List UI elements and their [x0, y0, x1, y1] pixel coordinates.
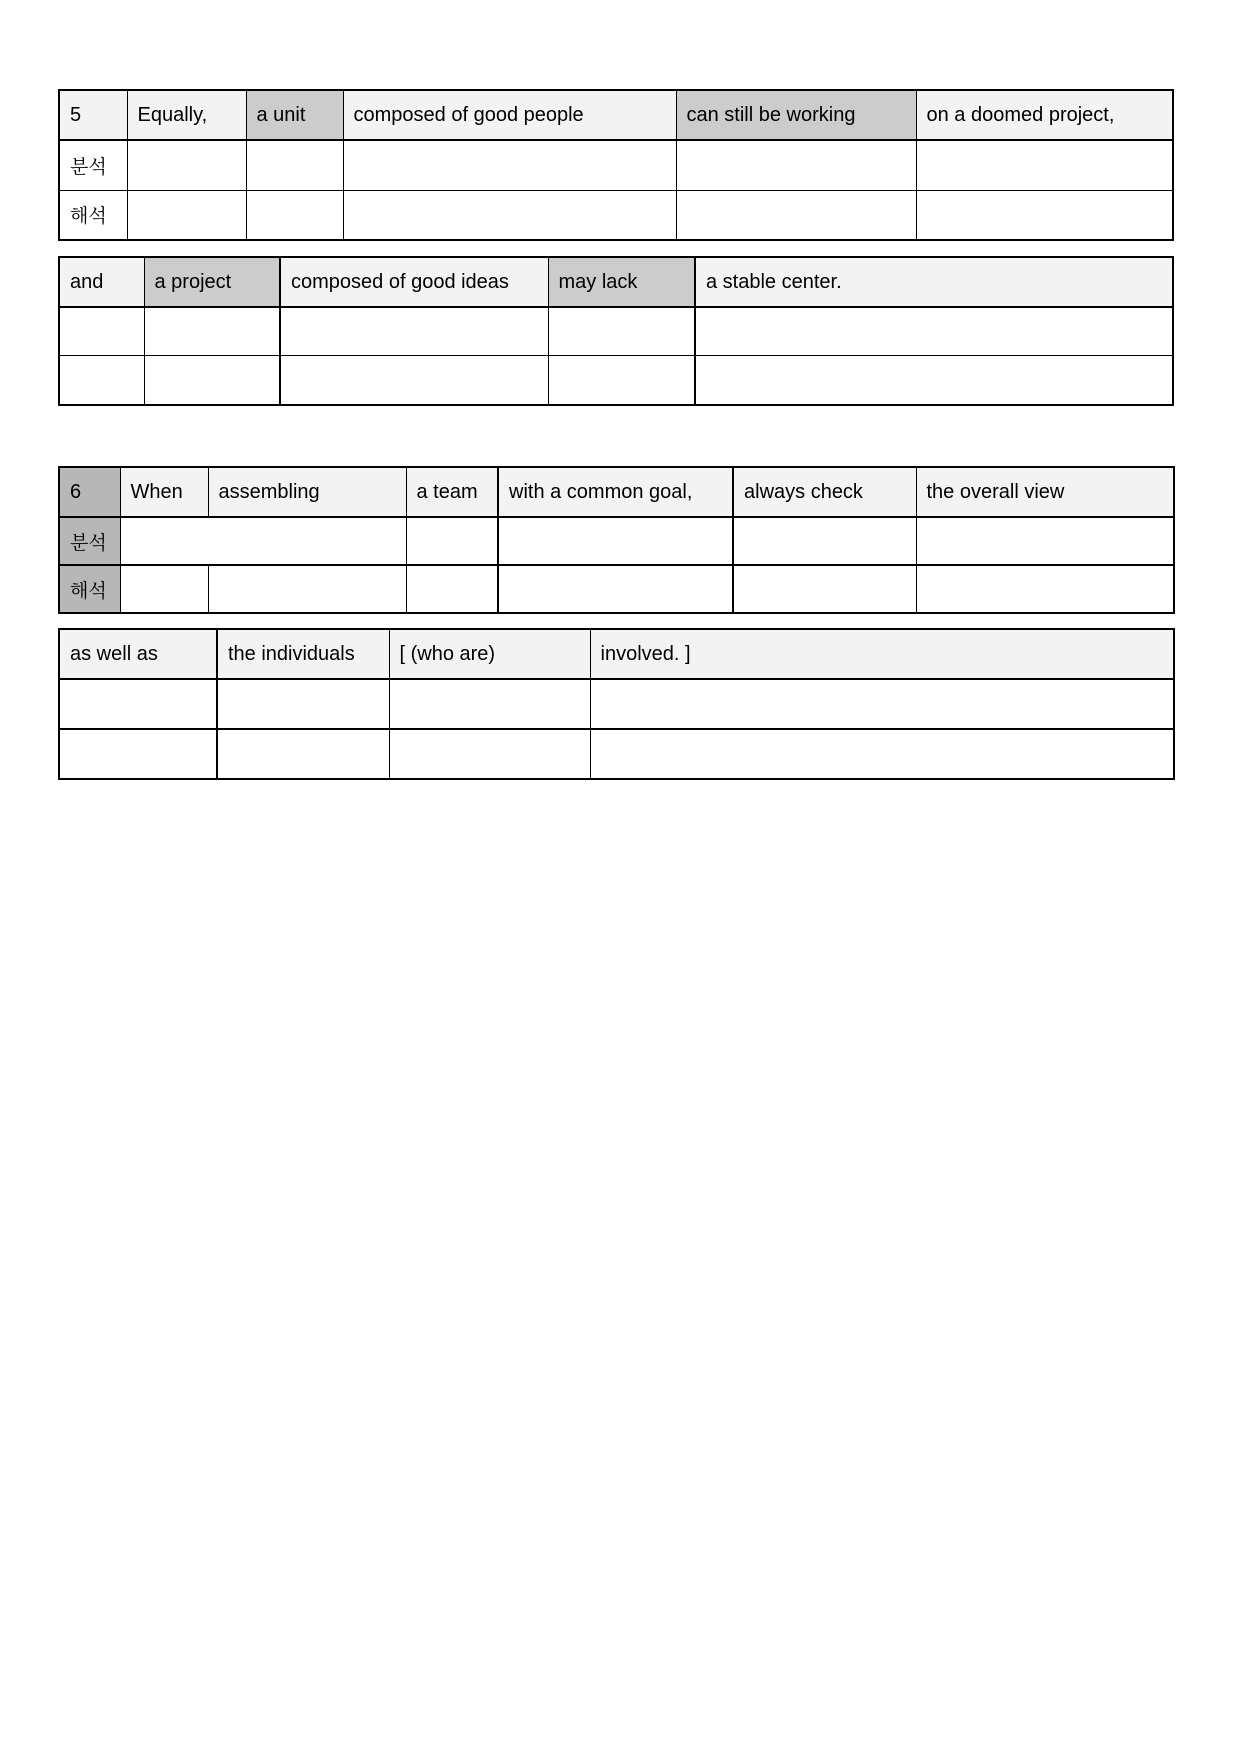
answer-cell[interactable]	[127, 190, 246, 240]
sentence-5-table-1	[58, 89, 1174, 241]
phrase-cell: a team	[406, 467, 498, 517]
answer-cell[interactable]	[59, 355, 144, 405]
answer-cell[interactable]	[676, 190, 916, 240]
answer-cell[interactable]	[208, 565, 406, 613]
phrase-cell: composed of good ideas	[280, 257, 548, 307]
answer-cell[interactable]	[144, 307, 280, 355]
phrase-row	[59, 90, 1173, 140]
answer-cell[interactable]	[343, 190, 676, 240]
translation-row	[59, 355, 1173, 405]
answer-cell[interactable]	[59, 729, 217, 779]
analysis-label: 분석	[59, 140, 127, 190]
translation-label: 해석	[59, 565, 120, 613]
phrase-cell: involved. ]	[590, 629, 1174, 679]
answer-cell[interactable]	[389, 679, 590, 729]
answer-cell[interactable]	[695, 355, 1173, 405]
translation-row	[59, 729, 1174, 779]
answer-cell[interactable]	[498, 565, 733, 613]
answer-cell[interactable]	[246, 190, 343, 240]
answer-cell[interactable]	[246, 140, 343, 190]
phrase-cell: composed of good people	[343, 90, 676, 140]
answer-cell[interactable]	[916, 517, 1174, 565]
answer-cell[interactable]	[59, 307, 144, 355]
answer-cell[interactable]	[389, 729, 590, 779]
answer-cell[interactable]	[144, 355, 280, 405]
answer-cell[interactable]	[217, 729, 389, 779]
phrase-cell-verb: may lack	[548, 257, 695, 307]
analysis-row	[59, 307, 1173, 355]
answer-cell[interactable]	[590, 679, 1174, 729]
answer-cell[interactable]	[406, 565, 498, 613]
answer-cell[interactable]	[548, 307, 695, 355]
phrase-cell-subject: a project	[144, 257, 280, 307]
translation-row	[59, 190, 1173, 240]
phrase-cell: [ (who are)	[389, 629, 590, 679]
phrase-cell: Equally,	[127, 90, 246, 140]
answer-cell[interactable]	[280, 307, 548, 355]
phrase-cell: as well as	[59, 629, 217, 679]
analysis-row	[59, 679, 1174, 729]
answer-cell[interactable]	[406, 517, 498, 565]
answer-cell[interactable]	[120, 565, 208, 613]
answer-cell[interactable]	[733, 517, 916, 565]
answer-cell[interactable]	[280, 355, 548, 405]
phrase-cell: When	[120, 467, 208, 517]
phrase-cell: and	[59, 257, 144, 307]
analysis-row	[59, 140, 1173, 190]
analysis-row	[59, 517, 1174, 565]
phrase-cell: always check	[733, 467, 916, 517]
phrase-row	[59, 629, 1174, 679]
phrase-cell: a stable center.	[695, 257, 1173, 307]
answer-cell[interactable]	[59, 679, 217, 729]
translation-label: 해석	[59, 190, 127, 240]
translation-row	[59, 565, 1174, 613]
answer-cell[interactable]	[343, 140, 676, 190]
answer-cell[interactable]	[498, 517, 733, 565]
answer-cell[interactable]	[916, 140, 1173, 190]
sentence-number: 5	[59, 90, 127, 140]
phrase-row	[59, 257, 1173, 307]
phrase-cell: assembling	[208, 467, 406, 517]
answer-cell[interactable]	[733, 565, 916, 613]
phrase-cell-subject: a unit	[246, 90, 343, 140]
phrase-cell: the individuals	[217, 629, 389, 679]
answer-cell[interactable]	[127, 140, 246, 190]
answer-cell[interactable]	[916, 190, 1173, 240]
sentence-6-table-2	[58, 628, 1175, 780]
answer-cell[interactable]	[695, 307, 1173, 355]
answer-cell[interactable]	[676, 140, 916, 190]
phrase-cell-verb: can still be working	[676, 90, 916, 140]
sentence-6-table-1	[58, 466, 1175, 614]
answer-cell[interactable]	[217, 679, 389, 729]
sentence-number: 6	[59, 467, 120, 517]
sentence-5-table-2	[58, 256, 1174, 406]
answer-cell[interactable]	[590, 729, 1174, 779]
answer-cell[interactable]	[916, 565, 1174, 613]
analysis-label: 분석	[59, 517, 120, 565]
answer-cell[interactable]	[548, 355, 695, 405]
phrase-row	[59, 467, 1174, 517]
phrase-cell: on a doomed project,	[916, 90, 1173, 140]
phrase-cell: the overall view	[916, 467, 1174, 517]
answer-cell[interactable]	[120, 517, 406, 565]
phrase-cell: with a common goal,	[498, 467, 733, 517]
